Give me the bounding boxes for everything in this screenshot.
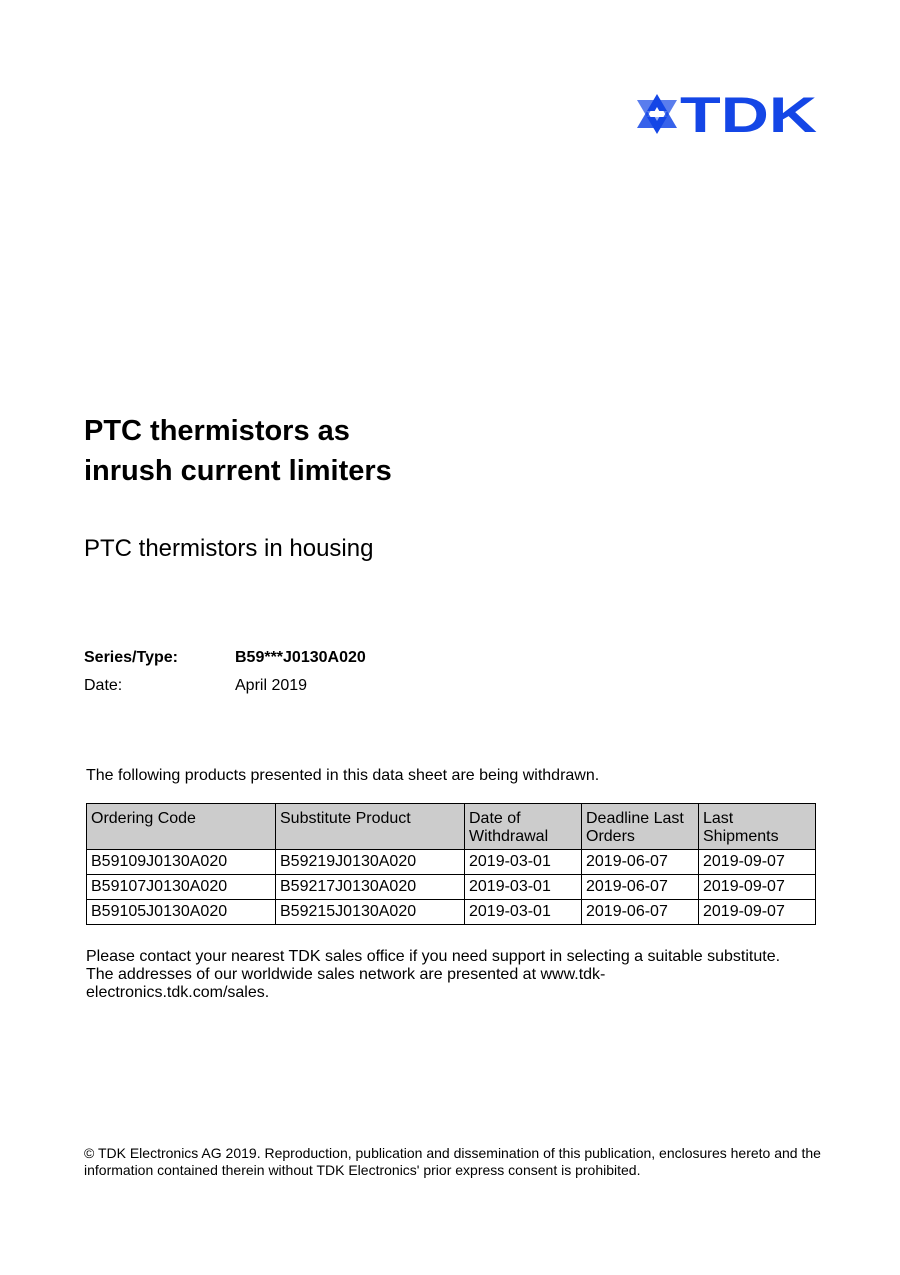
- cell-deadline-last-orders: 2019-06-07: [582, 875, 699, 900]
- date-value: April 2019: [235, 677, 308, 694]
- date-label: Date:: [84, 677, 123, 694]
- cell-ordering-code: B59107J0130A020: [87, 875, 276, 900]
- col-ordering-code: Ordering Code: [87, 804, 276, 850]
- cell-date-of-withdrawal: 2019-03-01: [465, 850, 582, 875]
- cell-substitute-product: B59217J0130A020: [276, 875, 465, 900]
- title-line-2: inrush current limiters: [84, 455, 392, 487]
- cell-last-shipments: 2019-09-07: [699, 850, 816, 875]
- col-date-of-withdrawal: Date of Withdrawal: [465, 804, 582, 850]
- table-row: [87, 875, 816, 900]
- page-title: [84, 411, 392, 491]
- cell-date-of-withdrawal: 2019-03-01: [465, 900, 582, 925]
- table-header-row: [87, 804, 816, 850]
- table-row: [87, 850, 816, 875]
- series-label: Series/Type:: [84, 649, 178, 666]
- cell-last-shipments: 2019-09-07: [699, 875, 816, 900]
- cell-last-shipments: 2019-09-07: [699, 900, 816, 925]
- title-line-1: PTC thermistors as: [84, 415, 350, 447]
- page-subtitle: PTC thermistors in housing: [84, 535, 374, 562]
- cell-deadline-last-orders: 2019-06-07: [582, 850, 699, 875]
- cell-ordering-code: B59105J0130A020: [87, 900, 276, 925]
- copyright-notice: © TDK Electronics AG 2019. Reproduction, publication and dissemination of this publication, enclosures hereto and the information contained therein without TDK Electronics' prior express consent is prohibited.: [84, 1145, 821, 1178]
- col-substitute-product: Substitute Product: [276, 804, 465, 850]
- cell-date-of-withdrawal: 2019-03-01: [465, 875, 582, 900]
- withdrawal-intro: The following products presented in this data sheet are being withdrawn.: [86, 767, 600, 784]
- withdrawal-table: [86, 803, 816, 925]
- tdk-triangle-emblem-icon: [636, 93, 818, 135]
- cell-substitute-product: B59215J0130A020: [276, 900, 465, 925]
- col-deadline-last-orders: Deadline Last Orders: [582, 804, 699, 850]
- cell-ordering-code: B59109J0130A020: [87, 850, 276, 875]
- tdk-wordmark: TDK: [680, 93, 817, 135]
- tdk-logo: [636, 93, 818, 135]
- cell-substitute-product: B59219J0130A020: [276, 850, 465, 875]
- table-row: [87, 900, 816, 925]
- col-last-shipments: Last Shipments: [699, 804, 816, 850]
- contact-notice: Please contact your nearest TDK sales office if you need support in selecting a suitable substitute. The addresses of our worldwide sales network are presented at www.tdk-electronics.tdk.com/sales.: [86, 948, 781, 1001]
- series-value: B59***J0130A020: [235, 649, 366, 666]
- cell-deadline-last-orders: 2019-06-07: [582, 900, 699, 925]
